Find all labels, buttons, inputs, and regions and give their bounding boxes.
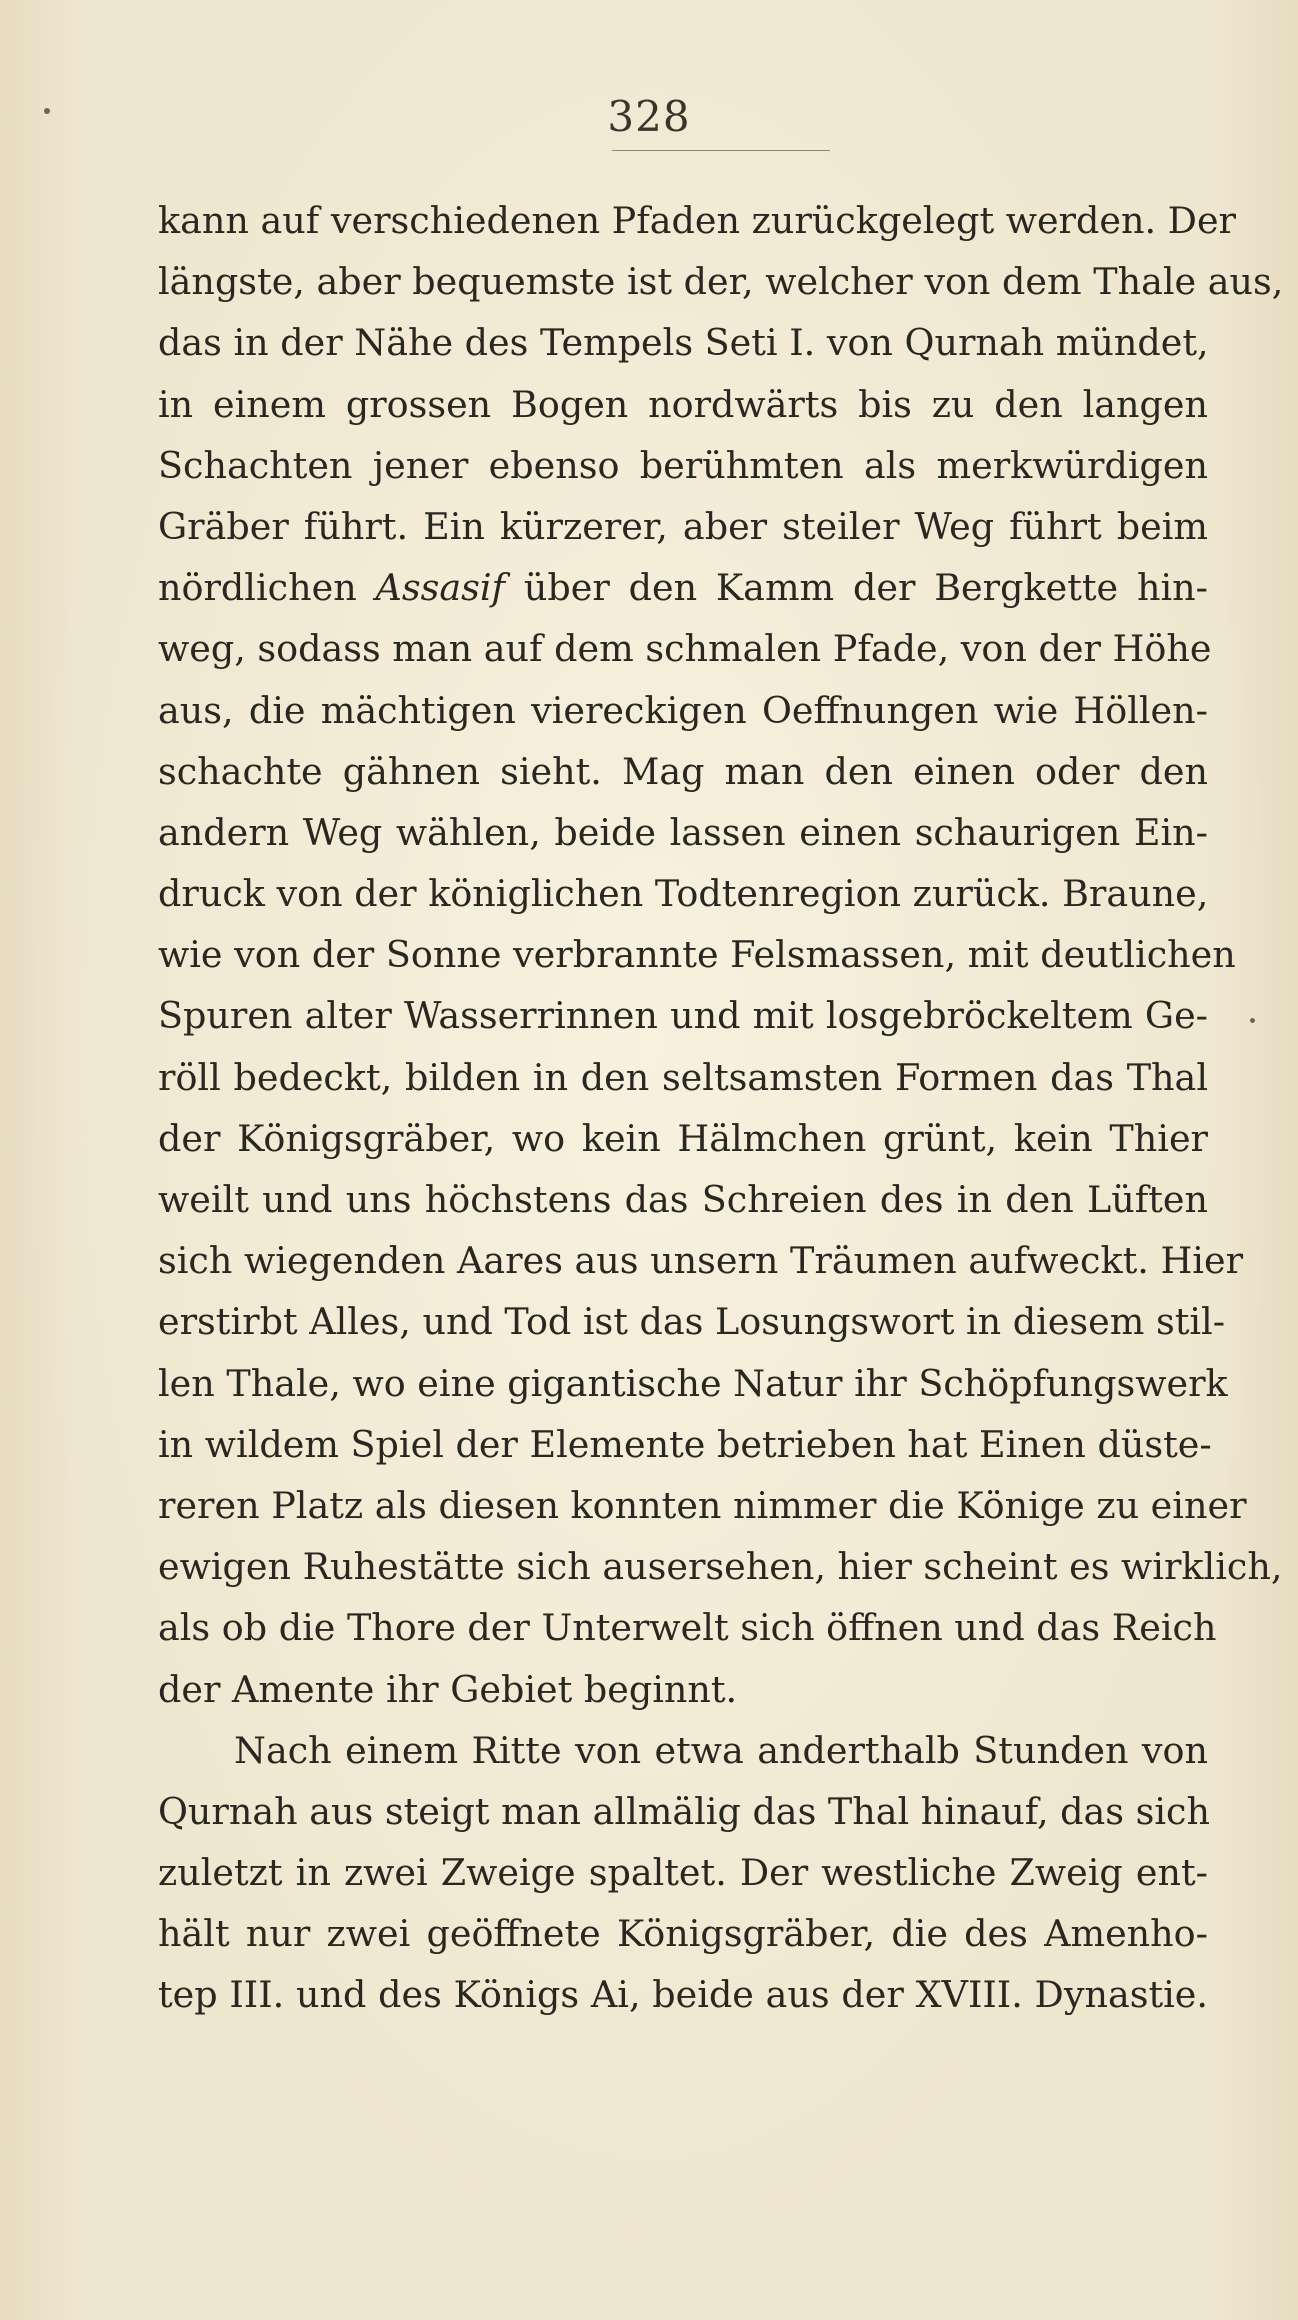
text-line: druck von der königlichen Todtenregion zurück. Braune,	[158, 872, 1209, 916]
text-line: in wildem Spiel der Elemente betrieben hat Einen düste-	[158, 1422, 1212, 1466]
text-line: kann auf verschiedenen Pfaden zurückgelegt werden. Der	[158, 199, 1236, 242]
body-text	[158, 190, 1284, 2026]
text-line: andern Weg wählen, beide lassen einen schaurigen Ein-	[158, 810, 1208, 854]
paragraph	[158, 190, 1284, 1720]
text-line: Qurnah aus steigt man allmälig das Thal hinauf, das sich	[158, 1789, 1210, 1833]
margin-speck	[1250, 1018, 1255, 1023]
text-line: Nach einem Ritte von etwa anderthalb Stunden von	[234, 1728, 1208, 1772]
text-line	[158, 557, 1208, 618]
text-line: in einem grossen Bogen nordwärts bis zu den langen	[158, 382, 1208, 426]
emphasized-word: Assasif	[375, 566, 506, 610]
text-line: Schachten jener ebenso berühmten als merkwürdigen	[158, 443, 1208, 487]
text-line: das in der Nähe des Tempels Seti I. von Qurnah mündet,	[158, 321, 1209, 365]
text-line: als ob die Thore der Unterwelt sich öffnen und das Reich	[158, 1606, 1217, 1650]
text-line: ewigen Ruhestätte sich ausersehen, hier scheint es wirklich,	[158, 1545, 1283, 1589]
text-line: der Königsgräber, wo kein Hälmchen grünt, kein Thier	[158, 1116, 1208, 1160]
text-line: weg, sodass man auf dem schmalen Pfade, von der Höhe	[158, 627, 1212, 671]
text-line: Gräber führt. Ein kürzerer, aber steiler Weg führt beim	[158, 504, 1208, 548]
text-line: wie von der Sonne verbrannte Felsmassen, mit deutlichen	[158, 933, 1236, 977]
margin-speck	[44, 108, 50, 114]
text-line: erstirbt Alles, und Tod ist das Losungswort in diesem stil-	[158, 1300, 1226, 1344]
text-line: Spuren alter Wasserrinnen und mit losgebröckeltem Ge-	[158, 994, 1208, 1038]
text-line: sich wiegenden Aares aus unsern Träumen aufweckt. Hier	[158, 1239, 1244, 1283]
text-line: zuletzt in zwei Zweige spaltet. Der westliche Zweig ent-	[158, 1851, 1208, 1895]
text-line: der Amente ihr Gebiet beginnt.	[158, 1667, 738, 1711]
text-line: len Thale, wo eine gigantische Natur ihr Schöpfungswerk	[158, 1361, 1228, 1405]
header-rule	[612, 150, 830, 151]
text-line: schachte gähnen sieht. Mag man den einen oder den	[158, 749, 1208, 793]
text-line: längste, aber bequemste ist der, welcher von dem Thale aus,	[158, 260, 1284, 304]
text-line: röll bedeckt, bilden in den seltsamsten Formen das Thal	[158, 1055, 1208, 1099]
text-line: reren Platz als diesen konnten nimmer die Könige zu einer	[158, 1483, 1247, 1527]
page-number: 328	[607, 92, 691, 141]
text-line: weilt und uns höchstens das Schreien des in den Lüften	[158, 1178, 1208, 1221]
text-run: über den Kamm der Bergkette hin-	[505, 566, 1208, 610]
paragraph	[158, 1720, 1208, 2026]
text-line: tep III. und des Königs Ai, beide aus der XVIII. Dynastie.	[158, 1973, 1208, 2017]
text-run: nördlichen	[158, 566, 376, 610]
text-line: hält nur zwei geöffnete Königsgräber, die des Amenho-	[158, 1912, 1208, 1956]
text-line: aus, die mächtigen viereckigen Oeffnungen wie Höllen-	[158, 688, 1208, 732]
